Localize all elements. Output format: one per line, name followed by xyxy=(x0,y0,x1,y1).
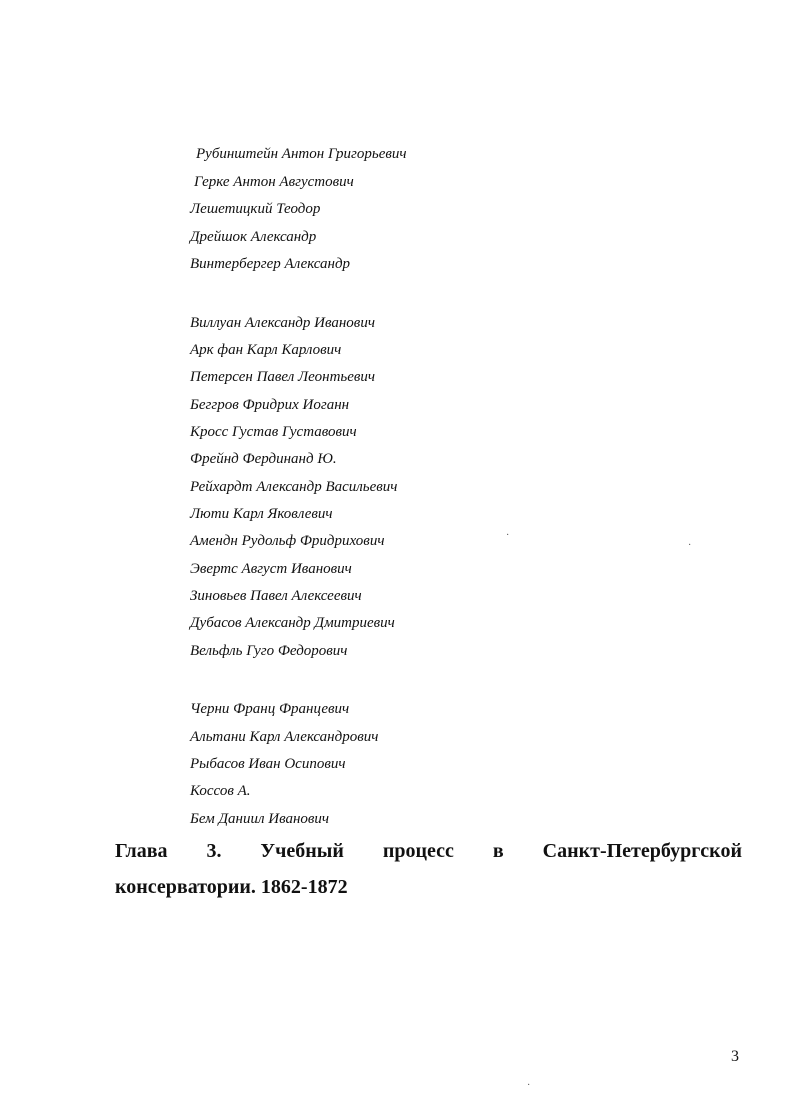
name-item: Беггров Фридрих Иоганн xyxy=(190,397,350,413)
chapter-word: Учебный xyxy=(260,840,344,862)
chapter-word: Санкт-Петербургской xyxy=(542,840,742,862)
scan-speck: · xyxy=(688,540,692,551)
name-item: Арк фан Карл Карлович xyxy=(190,342,342,358)
name-item: Бем Даниил Иванович xyxy=(190,811,330,827)
name-item: Альтани Карл Александрович xyxy=(190,729,379,745)
name-item: Зиновьев Павел Алексеевич xyxy=(190,588,362,604)
chapter-word: 3. xyxy=(206,840,222,862)
name-item: Эвертс Август Иванович xyxy=(190,561,352,577)
name-item: Кросс Густав Густавович xyxy=(190,424,357,440)
name-item: Амендн Рудольф Фридрихович xyxy=(190,533,385,549)
chapter-word: процесс xyxy=(382,840,454,862)
name-item: Рубинштейн Антон Григорьевич xyxy=(196,146,407,162)
scan-speck: · xyxy=(527,1080,531,1091)
name-item: Дубасов Александр Дмитриевич xyxy=(190,615,395,631)
name-item: Винтербергер Александр xyxy=(190,256,351,272)
name-item: Герке Антон Августович xyxy=(194,174,354,190)
scan-speck: · xyxy=(506,530,510,541)
name-item: Виллуан Александр Иванович xyxy=(190,315,375,331)
name-item: Петерсен Павел Леонтьевич xyxy=(190,369,376,385)
chapter-word: Глава xyxy=(115,840,168,862)
chapter-heading xyxy=(115,838,742,900)
name-item: Люти Карл Яковлевич xyxy=(190,506,333,522)
chapter-word: в xyxy=(492,840,504,862)
name-item: Черни Франц Францевич xyxy=(190,701,350,717)
name-item: Дрейшок Александр xyxy=(190,229,317,245)
name-item: Рыбасов Иван Осипович xyxy=(190,756,346,772)
name-item: Рейхардт Александр Васильевич xyxy=(190,479,398,495)
name-item: Вельфль Гуго Федорович xyxy=(190,643,348,659)
name-item: Лешетицкий Теодор xyxy=(190,201,321,217)
chapter-title-line2: консерватории. 1862-1872 xyxy=(115,876,348,898)
name-item: Коссов А. xyxy=(190,783,251,799)
page-number: 3 xyxy=(731,1048,739,1065)
name-item: Фрейнд Фердинанд Ю. xyxy=(190,451,337,467)
